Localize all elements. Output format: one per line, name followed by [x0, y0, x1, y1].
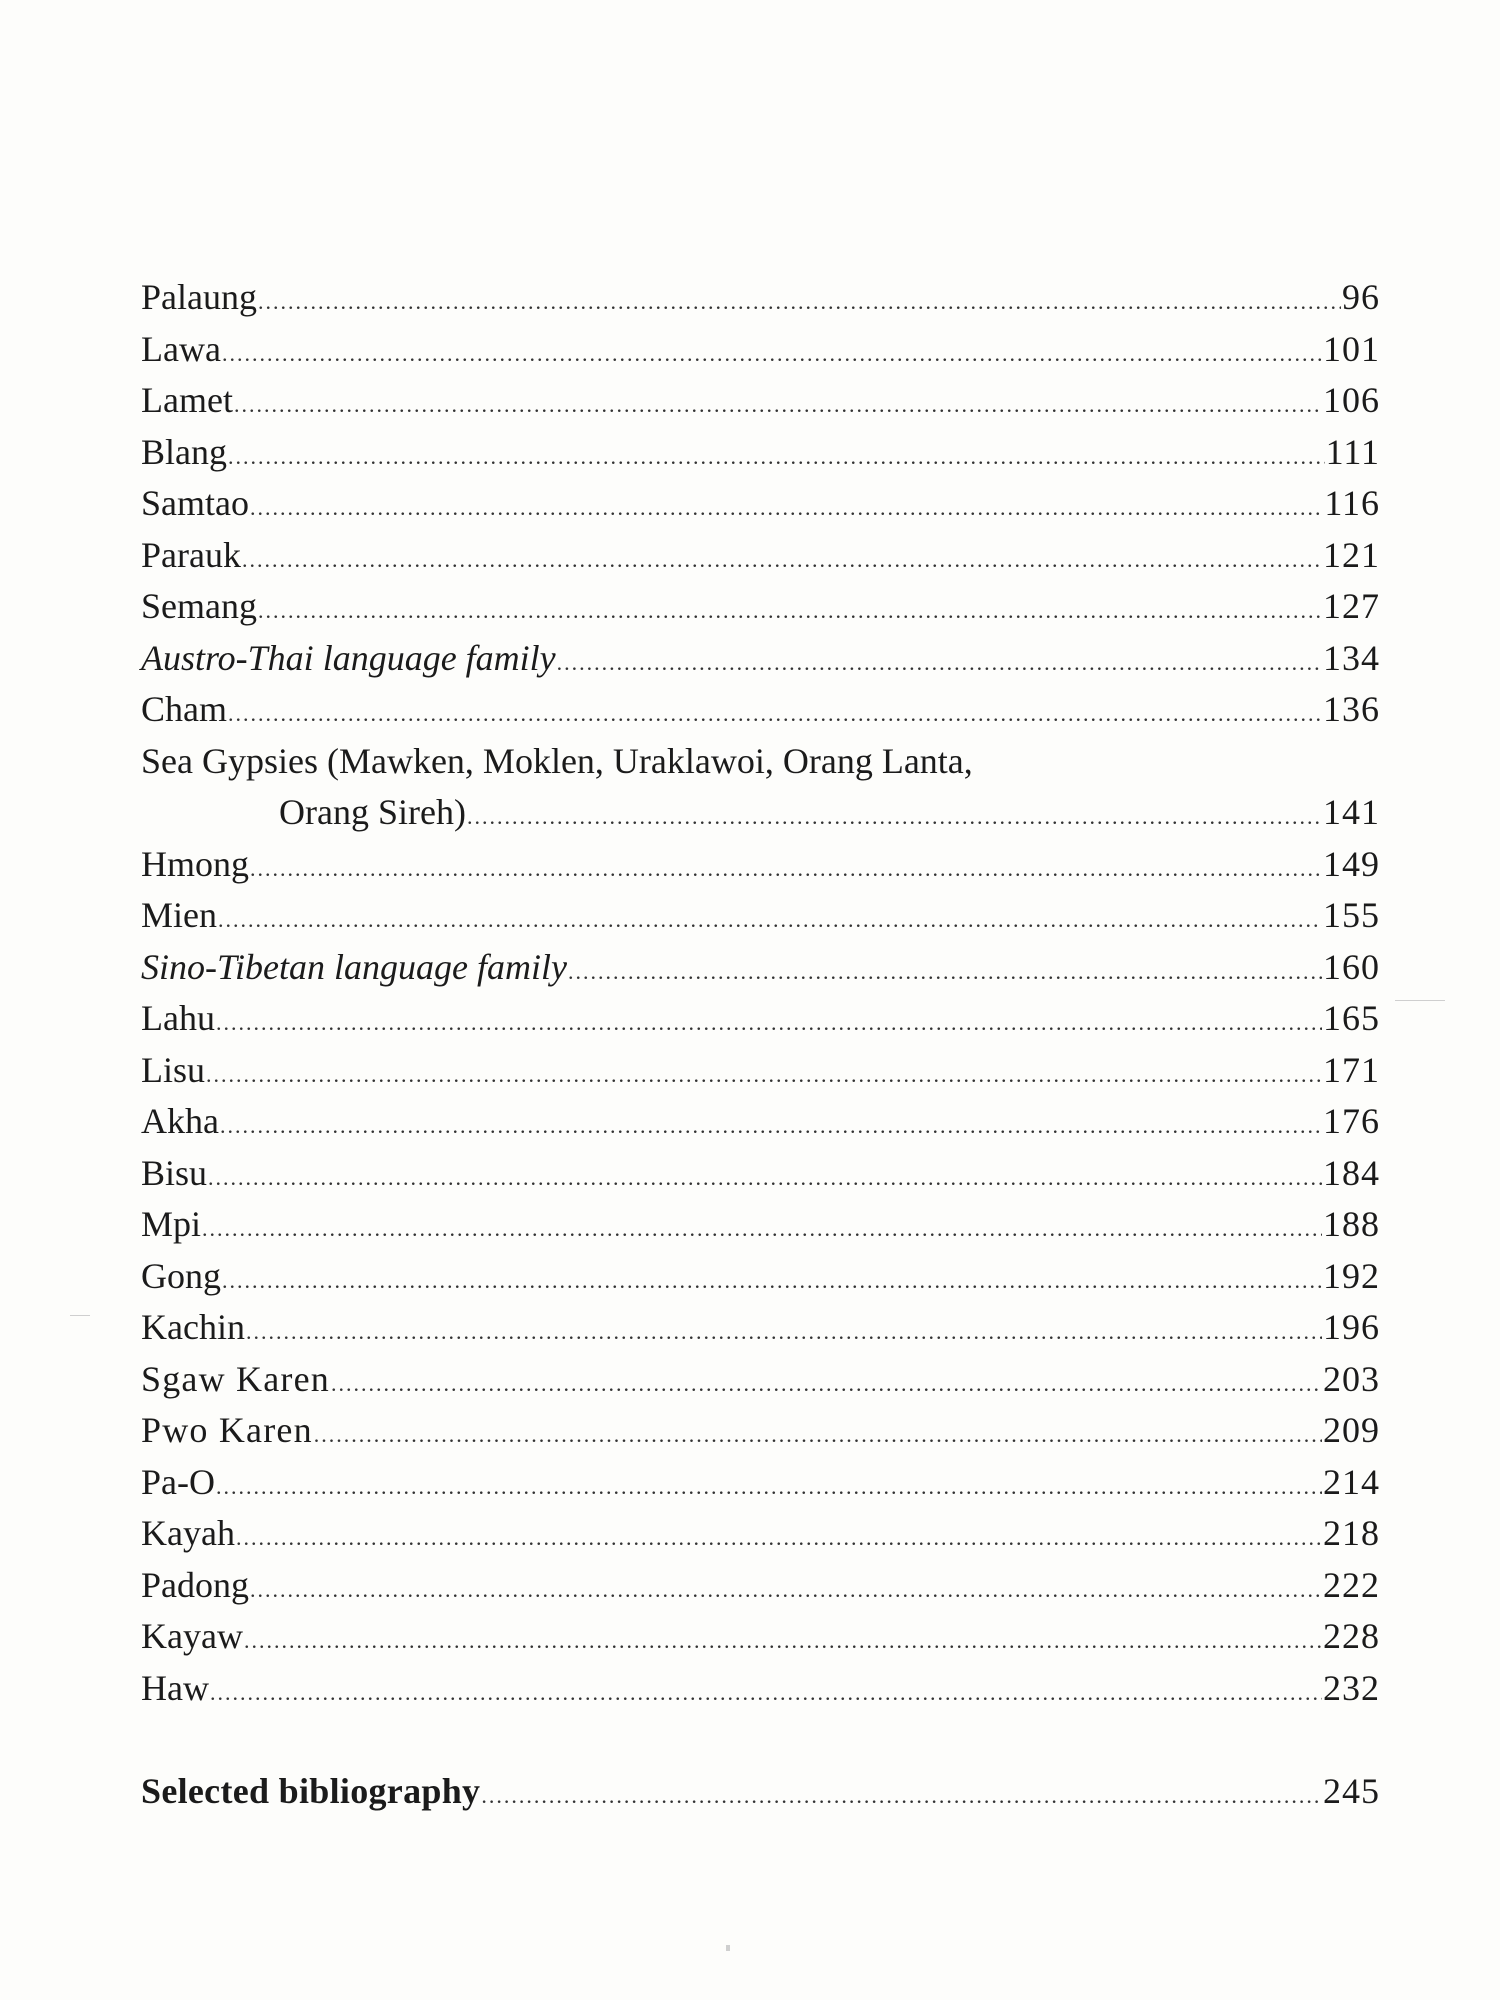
toc-entry-kachin — [141, 1302, 1380, 1354]
toc-entry-page: 116 — [1324, 483, 1380, 523]
toc-entry-lamet — [141, 375, 1380, 427]
dot-leader — [242, 534, 1322, 586]
dot-leader — [557, 637, 1322, 689]
toc-entry-palaung — [141, 272, 1380, 324]
toc-entry-page: 134 — [1323, 637, 1380, 678]
toc-entry-label: Palaung — [141, 277, 257, 317]
toc-entry-label: Gong — [141, 1255, 221, 1296]
dot-leader — [244, 1615, 1322, 1667]
toc-entry-label: Blang — [141, 431, 227, 472]
toc-entry-page: 141 — [1323, 792, 1380, 832]
dot-leader — [568, 946, 1322, 998]
toc-entry-page: 209 — [1323, 1410, 1380, 1450]
toc-entry-page: 96 — [1342, 277, 1380, 317]
dot-leader — [202, 1203, 1322, 1255]
toc-entry-parauk — [141, 530, 1380, 582]
toc-entry-page: 127 — [1323, 586, 1380, 626]
toc-entry-label: Mien — [141, 895, 217, 935]
dot-leader — [228, 431, 1325, 483]
toc-entry-label: Haw — [141, 1667, 209, 1708]
toc-entry-sgaw-karen — [141, 1354, 1380, 1406]
toc-entry-label: Kayaw — [141, 1616, 243, 1656]
toc-entry-label: Sgaw Karen — [141, 1358, 330, 1399]
toc-entry-page: 149 — [1323, 843, 1380, 884]
dot-leader — [481, 1770, 1322, 1822]
dot-leader — [222, 328, 1322, 380]
toc-entry-label: Pa-O — [141, 1461, 215, 1502]
toc-entry-label: Selected bibliography — [141, 1771, 481, 1811]
toc-entry-samtao — [141, 478, 1380, 530]
toc-entry-page: 203 — [1323, 1358, 1380, 1399]
dot-leader — [220, 1100, 1322, 1152]
toc-entry-label: Orang Sireh) — [279, 792, 466, 832]
toc-section-label: Austro-Thai language family — [141, 637, 556, 678]
toc-entry-page: 188 — [1323, 1204, 1380, 1244]
toc-entry-page: 196 — [1323, 1307, 1380, 1347]
toc-entry-label: Hmong — [141, 843, 249, 884]
toc-entry-page: 111 — [1325, 431, 1380, 472]
toc-entry-label: Lisu — [141, 1049, 206, 1090]
dot-leader — [208, 1152, 1322, 1204]
toc-entry-page: 155 — [1323, 895, 1380, 935]
toc-entry-label: Semang — [141, 586, 257, 626]
dot-leader — [250, 1564, 1322, 1616]
toc-entry-label: Sea Gypsies (Mawken, Moklen, Uraklawoi, Orang Lanta, — [141, 740, 973, 781]
toc-entry-label: Cham — [141, 689, 227, 729]
toc-entry-kayah — [141, 1508, 1380, 1560]
toc-entry-label: Bisu — [141, 1152, 208, 1193]
scan-speck — [70, 1315, 90, 1316]
toc-entry-page: 121 — [1323, 534, 1380, 575]
toc-entry-page: 184 — [1323, 1152, 1380, 1193]
toc-entry-hmong — [141, 839, 1380, 891]
toc-entry-blang — [141, 427, 1380, 479]
toc-entry-lahu — [141, 993, 1380, 1045]
toc-entry-kayaw — [141, 1611, 1380, 1663]
toc-entry-page: 171 — [1323, 1049, 1380, 1090]
toc-entry-page: 232 — [1323, 1667, 1380, 1708]
dot-leader — [258, 585, 1322, 637]
toc-entry-page: 101 — [1323, 328, 1380, 369]
toc-entry-label: Lahu — [141, 998, 215, 1038]
toc-entry-lisu — [141, 1045, 1380, 1097]
dot-leader — [331, 1358, 1322, 1410]
toc-entry-page: 192 — [1323, 1255, 1380, 1296]
toc-section-sino-tibetan — [141, 942, 1380, 994]
toc-entry-page: 245 — [1323, 1771, 1380, 1811]
toc-entry-mpi — [141, 1199, 1380, 1251]
toc-entry-page: 218 — [1323, 1513, 1380, 1553]
toc-entry-lawa — [141, 324, 1380, 376]
toc-entry-page: 136 — [1323, 689, 1380, 729]
toc-entry-label: Padong — [141, 1564, 249, 1605]
dot-leader — [250, 482, 1323, 534]
toc-entry-page: 160 — [1323, 946, 1380, 987]
toc-entry-label: Lamet — [141, 380, 233, 420]
toc-entry-page: 222 — [1323, 1564, 1380, 1605]
toc-entry-pwo-karen — [141, 1405, 1380, 1457]
toc-entry-sea-gypsies — [141, 736, 1380, 788]
scan-speck — [726, 1945, 730, 1951]
toc-section-label: Sino-Tibetan language family — [141, 946, 567, 987]
dot-leader — [228, 688, 1322, 740]
toc-entry-label: Kachin — [141, 1307, 245, 1347]
dot-leader — [250, 843, 1322, 895]
toc-entry-semang — [141, 581, 1380, 633]
dot-leader — [236, 1512, 1322, 1564]
toc-entry-label: Mpi — [141, 1204, 202, 1244]
table-of-contents — [141, 272, 1380, 1818]
dot-leader — [258, 276, 1341, 328]
toc-entry-pa-o — [141, 1457, 1380, 1509]
dot-leader — [246, 1306, 1322, 1358]
dot-leader — [216, 1461, 1322, 1513]
toc-entry-page: 228 — [1323, 1616, 1380, 1656]
toc-entry-haw — [141, 1663, 1380, 1715]
toc-entry-mien — [141, 890, 1380, 942]
dot-leader — [210, 1667, 1322, 1719]
toc-entry-label: Pwo Karen — [141, 1410, 313, 1450]
toc-entry-bisu — [141, 1148, 1380, 1200]
toc-entry-page: 214 — [1323, 1461, 1380, 1502]
dot-leader — [467, 791, 1322, 843]
toc-entry-gong — [141, 1251, 1380, 1303]
toc-entry-page: 165 — [1323, 998, 1380, 1038]
toc-entry-sea-gypsies-continued — [141, 787, 1380, 839]
toc-entry-page: 106 — [1323, 380, 1380, 420]
toc-section-austro-thai — [141, 633, 1380, 685]
dot-leader — [314, 1409, 1322, 1461]
toc-entry-label: Akha — [141, 1101, 219, 1141]
dot-leader — [218, 894, 1322, 946]
toc-entry-page: 176 — [1323, 1101, 1380, 1141]
toc-entry-akha — [141, 1096, 1380, 1148]
toc-entry-label: Parauk — [141, 534, 241, 575]
toc-entry-label: Lawa — [141, 328, 221, 369]
toc-entry-label: Samtao — [141, 483, 249, 523]
toc-entry-cham — [141, 684, 1380, 736]
dot-leader — [216, 997, 1322, 1049]
dot-leader — [222, 1255, 1322, 1307]
section-spacer — [141, 1714, 1380, 1766]
scan-speck — [1395, 1000, 1445, 1001]
toc-entry-padong — [141, 1560, 1380, 1612]
toc-entry-label: Kayah — [141, 1513, 235, 1553]
dot-leader — [234, 379, 1322, 431]
dot-leader — [206, 1049, 1322, 1101]
toc-entry-bibliography — [141, 1766, 1380, 1818]
